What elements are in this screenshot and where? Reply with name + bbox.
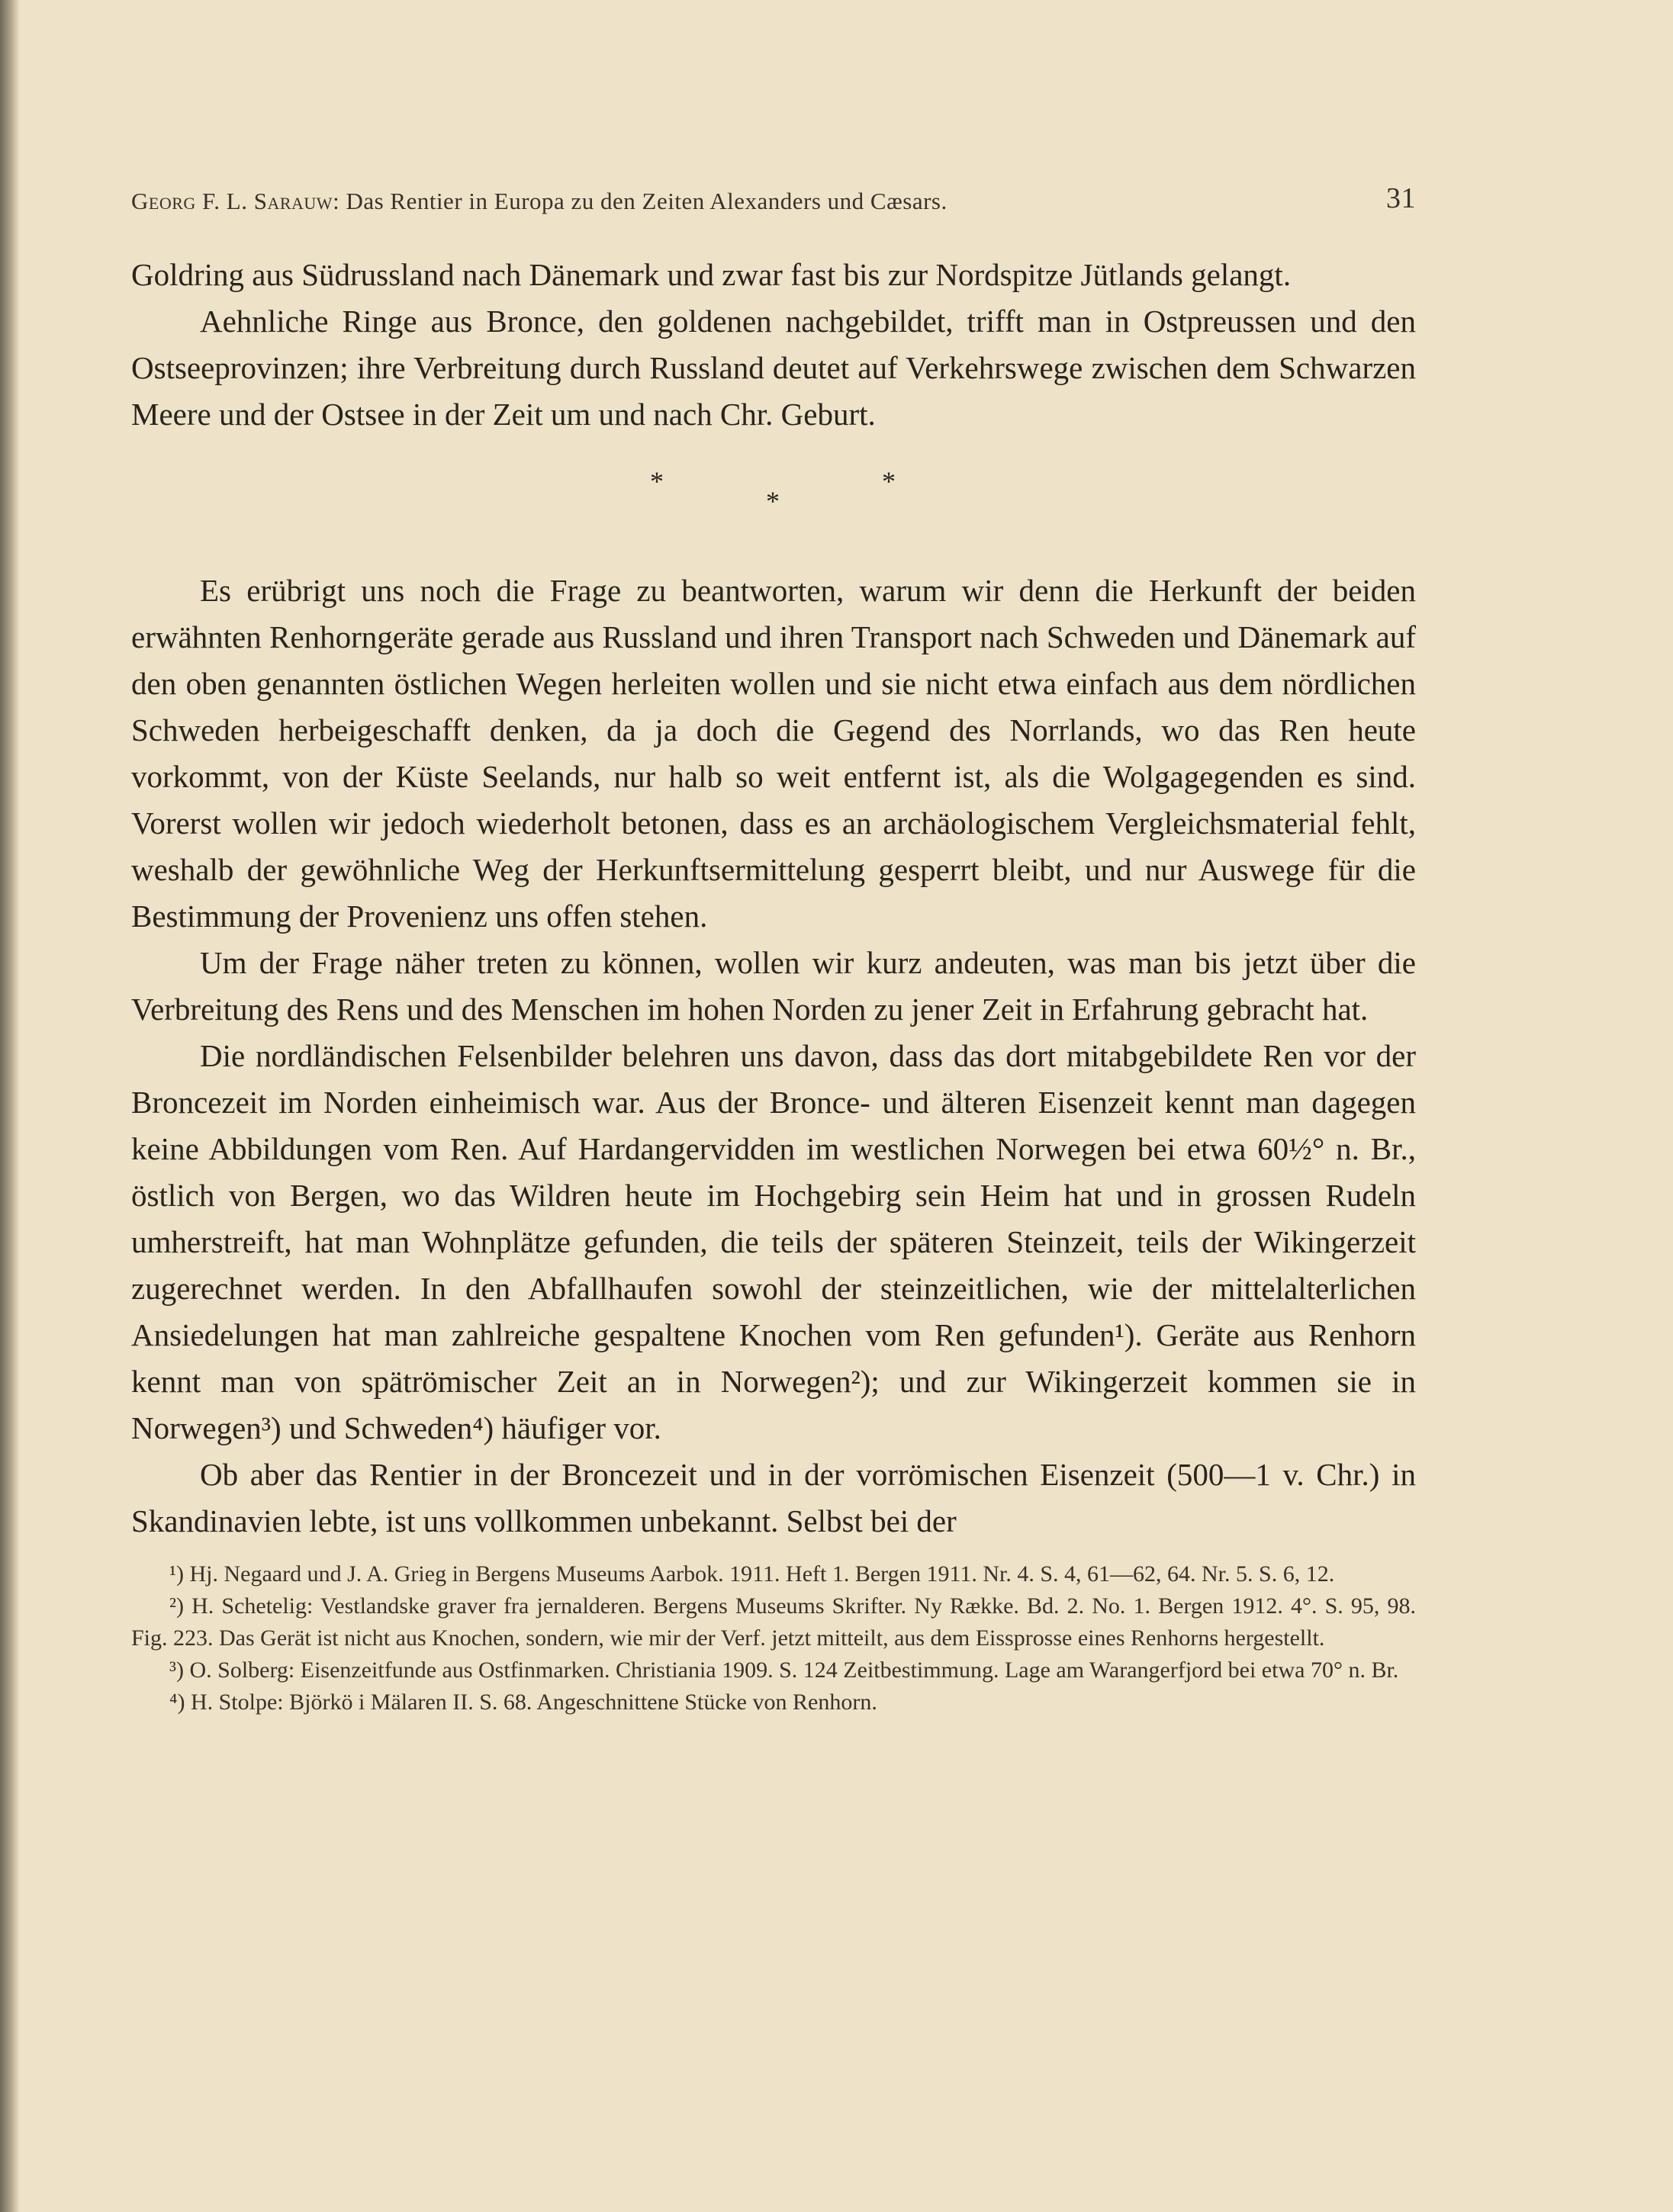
page-number: 31 — [1386, 182, 1416, 214]
paragraph-4: Um der Frage näher treten zu können, wollen wir kurz andeuten, was man bis jetzt über die Verbreitung des Rens und des Menschen im hohen Norden zu jener Zeit in Erfahrung gebracht hat. — [131, 945, 1416, 1027]
header-title: Das Rentier in Europa zu den Zeiten Alexanders und Cæsars. — [346, 188, 947, 214]
section-separator — [131, 438, 1416, 567]
separator-star-3: * — [882, 466, 896, 497]
paragraph-1: Goldring aus Südrussland nach Dänemark und zwar fast bis zur Nordspitze Jütlands gelangt. — [131, 257, 1292, 292]
separator-star-1: * — [650, 466, 664, 497]
footnote-3: ³) O. Solberg: Eisenzeitfunde aus Ostfinmarken. Christiania 1909. S. 124 Zeitbestimmung. Lage am Warangerfjord bei etwa 70° n. Br. — [169, 1657, 1399, 1683]
header-author: Georg F. L. Sarauw — [131, 188, 333, 214]
paragraph-2: Aehnliche Ringe aus Bronce, den goldenen nachgebildet, trifft man in Ostpreussen und den Ostseeprovinzen; ihre Verbreitung durch Russland deutet auf Verkehrswege zwischen dem Schwarzen Meere und der Ostsee in der Zeit um und nach Chr. Geburt. — [131, 304, 1416, 432]
running-head-title: Georg F. L. Sarauw: Das Rentier in Europa zu den Zeiten Alexanders und Cæsars. — [131, 188, 947, 214]
running-head — [131, 182, 1416, 221]
page — [131, 182, 1416, 1718]
paragraph-6: Ob aber das Rentier in der Broncezeit und in der vorrömischen Eisenzeit (500—1 v. Chr.) in Skandinavien lebte, ist uns vollkommen unbekannt. Selbst bei der — [131, 1457, 1416, 1538]
main-text — [131, 252, 1416, 1545]
paragraph-5: Die nordländischen Felsenbilder belehren uns davon, dass das dort mitabgebildete Ren vor der Broncezeit im Norden einheimisch war. Aus der Bronce- und älteren Eisenzeit kennt man dagegen keine Abbildungen vom Ren. Auf Hardangervidden im westlichen Norwegen bei etwa 60½° n. Br., östlich von Bergen, wo das Wildren heute im Hochgebirg sein Heim hat und in grossen Rudeln umherstreift, hat man Wohnplätze gefunden, die teils der späteren Steinzeit, teils der Wikingerzeit zugerechnet werden. In den Abfallhaufen sowohl der steinzeitlichen, wie der mittelalterlichen Ansiedelungen hat man zahlreiche gespaltene Knochen vom Ren gefunden¹). Geräte aus Renhorn kennt man von spätrömischer Zeit an in Norwegen²); und zur Wikingerzeit kommen sie in Norwegen³) und Schweden⁴) häufiger vor. — [131, 1038, 1416, 1445]
scan-edge-shadow — [0, 0, 20, 2212]
footnotes — [131, 1558, 1416, 1718]
paragraph-3: Es erübrigt uns noch die Frage zu beantworten, warum wir denn die Herkunft der beiden erwähnten Renhorngeräte gerade aus Russland und ihren Transport nach Schweden und Dänemark auf den oben genannten östlichen Wegen herleiten wollen und sie nicht etwa einfach aus dem nördlichen Schweden herbeigeschafft denken, da ja doch die Gegend des Norrlands, wo das Ren heute vorkommt, von der Küste Seelands, nur halb so weit entfernt ist, als die Wolgagegenden es sind. Vorerst wollen wir jedoch wiederholt betonen, dass es an archäologischem Vergleichsmaterial fehlt, weshalb der gewöhnliche Weg der Herkunftsermittelung gesperrt bleibt, und nur Auswege für die Bestimmung der Provenienz uns offen stehen. — [131, 573, 1416, 934]
footnote-4: ⁴) H. Stolpe: Björkö i Mälaren II. S. 68. Angeschnittene Stücke von Renhorn. — [169, 1690, 877, 1715]
footnote-1: ¹) Hj. Negaard und J. A. Grieg in Bergens Museums Aarbok. 1911. Heft 1. Bergen 1911. Nr. 4. S. 4, 61—62, 64. Nr. 5. S. 6, 12. — [169, 1561, 1335, 1587]
footnote-2: ²) H. Schetelig: Vestlandske graver fra jernalderen. Bergens Museums Skrifter. Ny Række. Bd. 2. No. 1. Bergen 1912. 4°. S. 95, 98. Fig. 223. Das Gerät ist nicht aus Knochen, sondern, wie mir der Verf. jetzt mitteilt, aus dem Eissprosse eines Renhorns hergestellt. — [131, 1593, 1416, 1651]
separator-star-2: * — [766, 486, 780, 516]
